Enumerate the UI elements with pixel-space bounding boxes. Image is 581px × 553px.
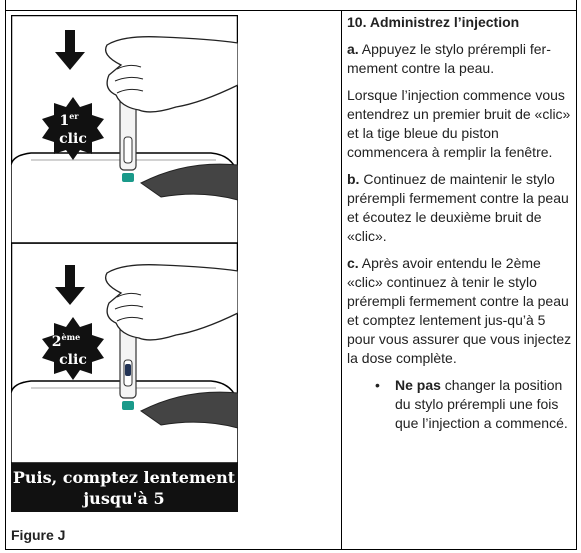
step-b-label: b. — [347, 171, 360, 187]
bullet-text: changer la position du stylo prérempli une fois que l’injection a commencé. — [395, 377, 568, 431]
pen-tip-2 — [122, 401, 134, 410]
badge1-word: clic — [59, 131, 87, 147]
pen-tip-1 — [122, 173, 134, 182]
step-b — [347, 170, 575, 246]
bullet-dot: • — [375, 377, 380, 393]
instructions-column — [347, 13, 575, 433]
badge1-number: 1 — [59, 113, 70, 129]
figure-caption: Figure J — [11, 527, 66, 543]
badge1-superscript: er — [69, 111, 79, 121]
step-a-text: Appuyez le stylo prérempli fer-mement contre la peau. — [347, 41, 551, 76]
banner-line-1: Puis, comptez lentement — [12, 468, 236, 487]
banner-line-2: jusqu'à 5 — [83, 489, 165, 508]
badge2-number: 2 — [51, 334, 62, 350]
bullet-bold: Ne pas — [395, 377, 441, 393]
warning-bullet — [375, 376, 575, 433]
step-c — [347, 254, 575, 368]
column-divider — [341, 10, 342, 550]
badge2-word: clic — [59, 352, 87, 368]
step-c-label: c. — [347, 255, 359, 271]
step-a-label: a. — [347, 41, 359, 57]
step-title: 10. Administrez l’injection — [347, 14, 520, 30]
badge2-superscript: ème — [61, 332, 81, 342]
step-a — [347, 40, 575, 78]
step-c-text: Après avoir entendu le 2ème «clic» continuez à tenir le stylo prérempli fermement contre la peau et comptez lentement jus-qu’à 5 pour vous assurer que vous injectez la dose complète. — [347, 255, 572, 366]
injection-figure — [11, 15, 238, 512]
step-b-text: Continuez de maintenir le stylo prérempli fermement contre la peau et écoutez le deuxième bruit de «clic». — [347, 171, 569, 244]
step-a-detail: Lorsque l’injection commence vous entendrez un premier bruit de «clic» et la tige bleue du piston commencera à remplir la fenêtre. — [347, 87, 571, 160]
